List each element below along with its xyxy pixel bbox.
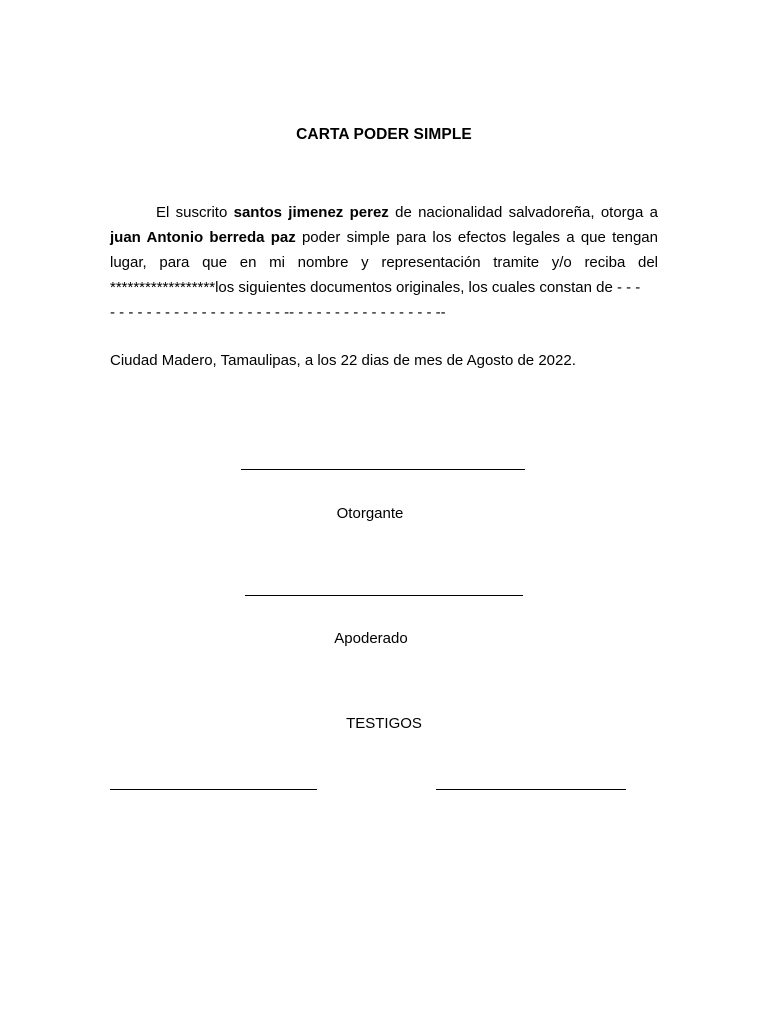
document-body-paragraph [110, 200, 658, 325]
attorney-name: juan Antonio berreda paz [110, 229, 296, 246]
witness-2-signature-line [436, 789, 626, 790]
dash-fill-line: - - - - - - - - - - - - - - - - - - - -- - - - - - - - - - - - - - - - -- [110, 304, 446, 321]
attorney-label: Apoderado [334, 630, 408, 647]
paragraph-text-1: de nacionalidad salvadoreña, otorga a [388, 204, 658, 221]
grantor-signature-line [241, 469, 525, 470]
witnesses-label: TESTIGOS [346, 715, 422, 732]
document-title: CARTA PODER SIMPLE [296, 126, 472, 143]
witness-1-signature-line [110, 789, 317, 790]
attorney-signature-line [245, 595, 523, 596]
place-and-date: Ciudad Madero, Tamaulipas, a los 22 dias de mes de Agosto de 2022. [110, 352, 576, 369]
grantor-label: Otorgante [336, 505, 404, 522]
paragraph-intro: El suscrito [156, 204, 234, 221]
grantor-name: santos jimenez perez [233, 204, 389, 221]
paragraph-text-2: poder simple para los efectos legales a que tengan lugar, para que en mi nombre y representación tramite y/o reciba del ******************los siguientes documentos originales, los cuales constan de - - - [110, 229, 658, 296]
